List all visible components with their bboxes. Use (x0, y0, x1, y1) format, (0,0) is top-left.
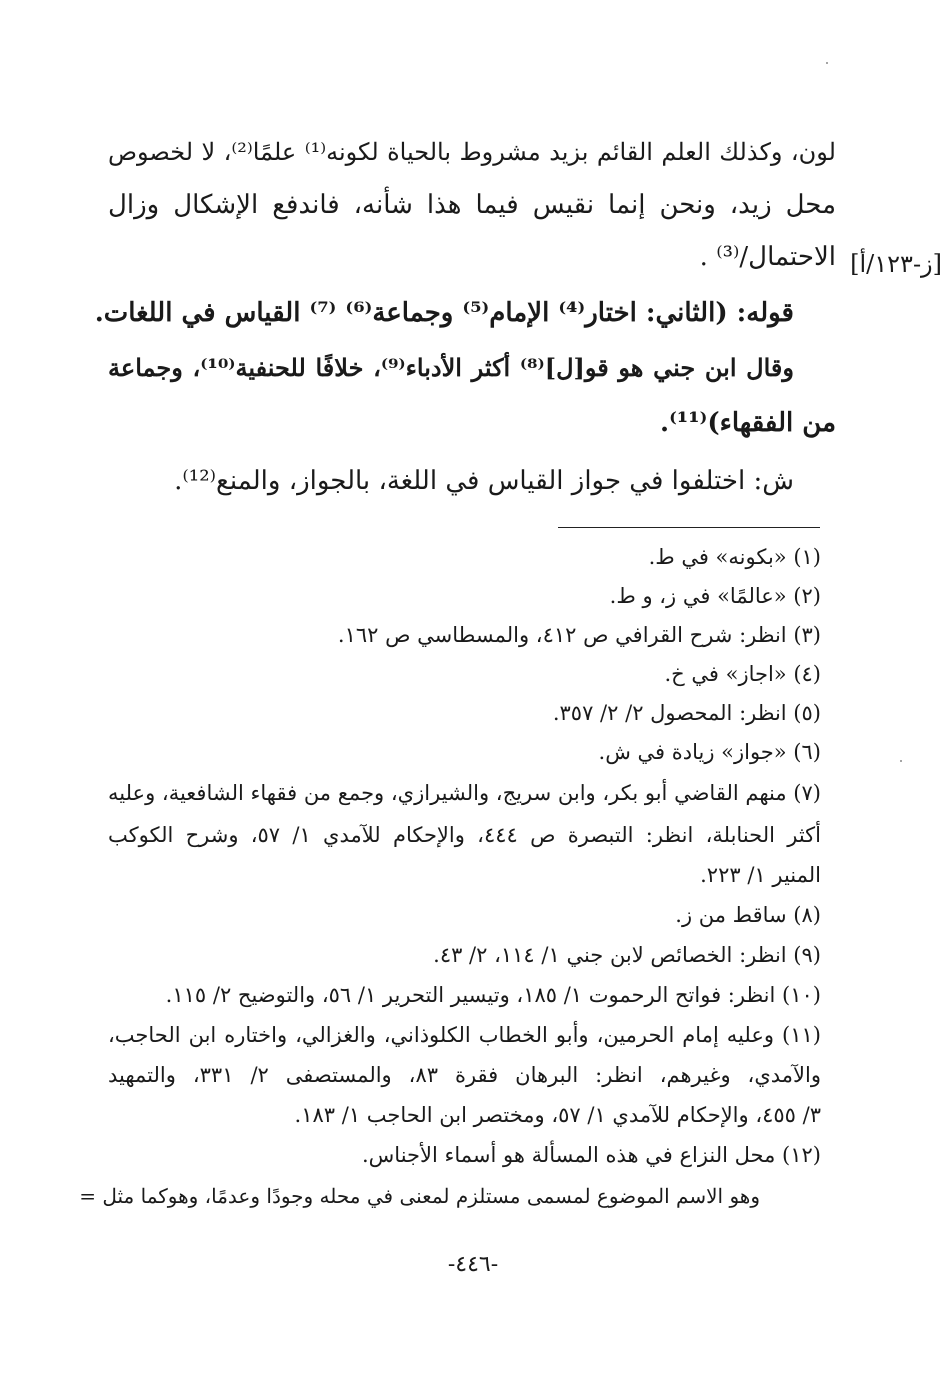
footnote-11-line-3: ٣/ ٤٥٥، والإحكام للآمدي ١/ ٥٧، ومختصر ابن الحاجب ١/ ١٨٣. (294, 1103, 821, 1127)
footnote-1: (١) «بكونه» في ط. (648, 545, 821, 569)
footnote-2: (٢) «عالمًا» في ز، و ط. (609, 584, 821, 608)
footnote-7-line-2: أكثر الحنابلة، انظر: التبصرة ص ٤٤٤، والإحكام للآمدي ١/ ٥٧، وشرح الكوكب (108, 823, 821, 847)
scan-speck (900, 760, 902, 762)
footnote-11-line-1: (١١) وعليه إمام الحرمين، وأبو الخطاب الكلوذاني، والغزالي، واختاره ابن الحاجب، (108, 1023, 821, 1047)
footnote-3: (٣) انظر: شرح القرافي ص ٤١٢، والمسطاسي ص ١٦٢. (337, 623, 821, 647)
page-number: -٤٤٦- (447, 1252, 499, 1277)
body-line-2: محل زيد، ونحن إنما نقيس فيما هذا شأنه، فاندفع الإشكال وزال (108, 190, 836, 220)
body-line-1: لون، وكذلك العلم القائم بزيد مشروط بالحياة لكونه⁽¹⁾ علمًا⁽²⁾، لا لخصوص (108, 138, 836, 166)
quote-line-2: وقال ابن جني هو قو[ل]⁽⁸⁾ أكثر الأدباء⁽⁹⁾، خلافًا للحنفية⁽¹⁰⁾، وجماعة (108, 353, 794, 382)
margin-manuscript-ref: [ز-١٢٣/أ] (850, 250, 942, 278)
quote-line-3: من الفقهاء)⁽¹¹⁾. (660, 408, 836, 438)
footnote-6: (٦) «جواز» زيادة في ش. (598, 740, 821, 764)
commentary-line: ش: اختلفوا في جواز القياس في اللغة، بالجواز، والمنع⁽¹²⁾. (174, 466, 794, 496)
footnote-5: (٥) انظر: المحصول ٢/ ٢/ ٣٥٧. (552, 701, 821, 725)
body-line-3: الاحتمال/⁽³⁾ . (699, 242, 836, 272)
footnote-10: (١٠) انظر: فواتح الرحموت ١/ ١٨٥، وتيسير التحرير ١/ ٥٦، والتوضيح ٢/ ١١٥. (165, 983, 821, 1007)
footnote-8: (٨) ساقط من ز. (675, 903, 821, 927)
scan-speck (826, 62, 828, 64)
footnote-12-continuation: وهو الاسم الموضوع لمسمى مستلزم لمعنى في محله وجودًا وعدمًا، وهوكما مثل = (79, 1184, 760, 1208)
footnote-12: (١٢) محل النزاع في هذه المسألة هو أسماء الأجناس. (362, 1143, 821, 1167)
footnote-7-line-3: المنير ١/ ٢٢٣. (700, 863, 821, 887)
footnote-separator (558, 527, 820, 528)
footnote-9: (٩) انظر: الخصائص لابن جني ١/ ١١٤، ٢/ ٤٣. (433, 943, 821, 967)
footnote-11-line-2: والآمدي، وغيرهم، انظر: البرهان فقرة ٨٣، والمستصفى ٢/ ٣٣١، والتمهيد (108, 1063, 821, 1087)
quote-line-1: قوله: (الثاني: اختار⁽⁴⁾ الإمام⁽⁵⁾ وجماعة⁽⁶⁾ ⁽⁷⁾ القياس في اللغات. (94, 298, 794, 328)
footnote-4: (٤) «اجاز» في خ. (664, 662, 821, 686)
footnote-7-line-1: (٧) منهم القاضي أبو بكر، وابن سريج، والشيرازي، وجمع من فقهاء الشافعية، وعليه (108, 781, 821, 805)
